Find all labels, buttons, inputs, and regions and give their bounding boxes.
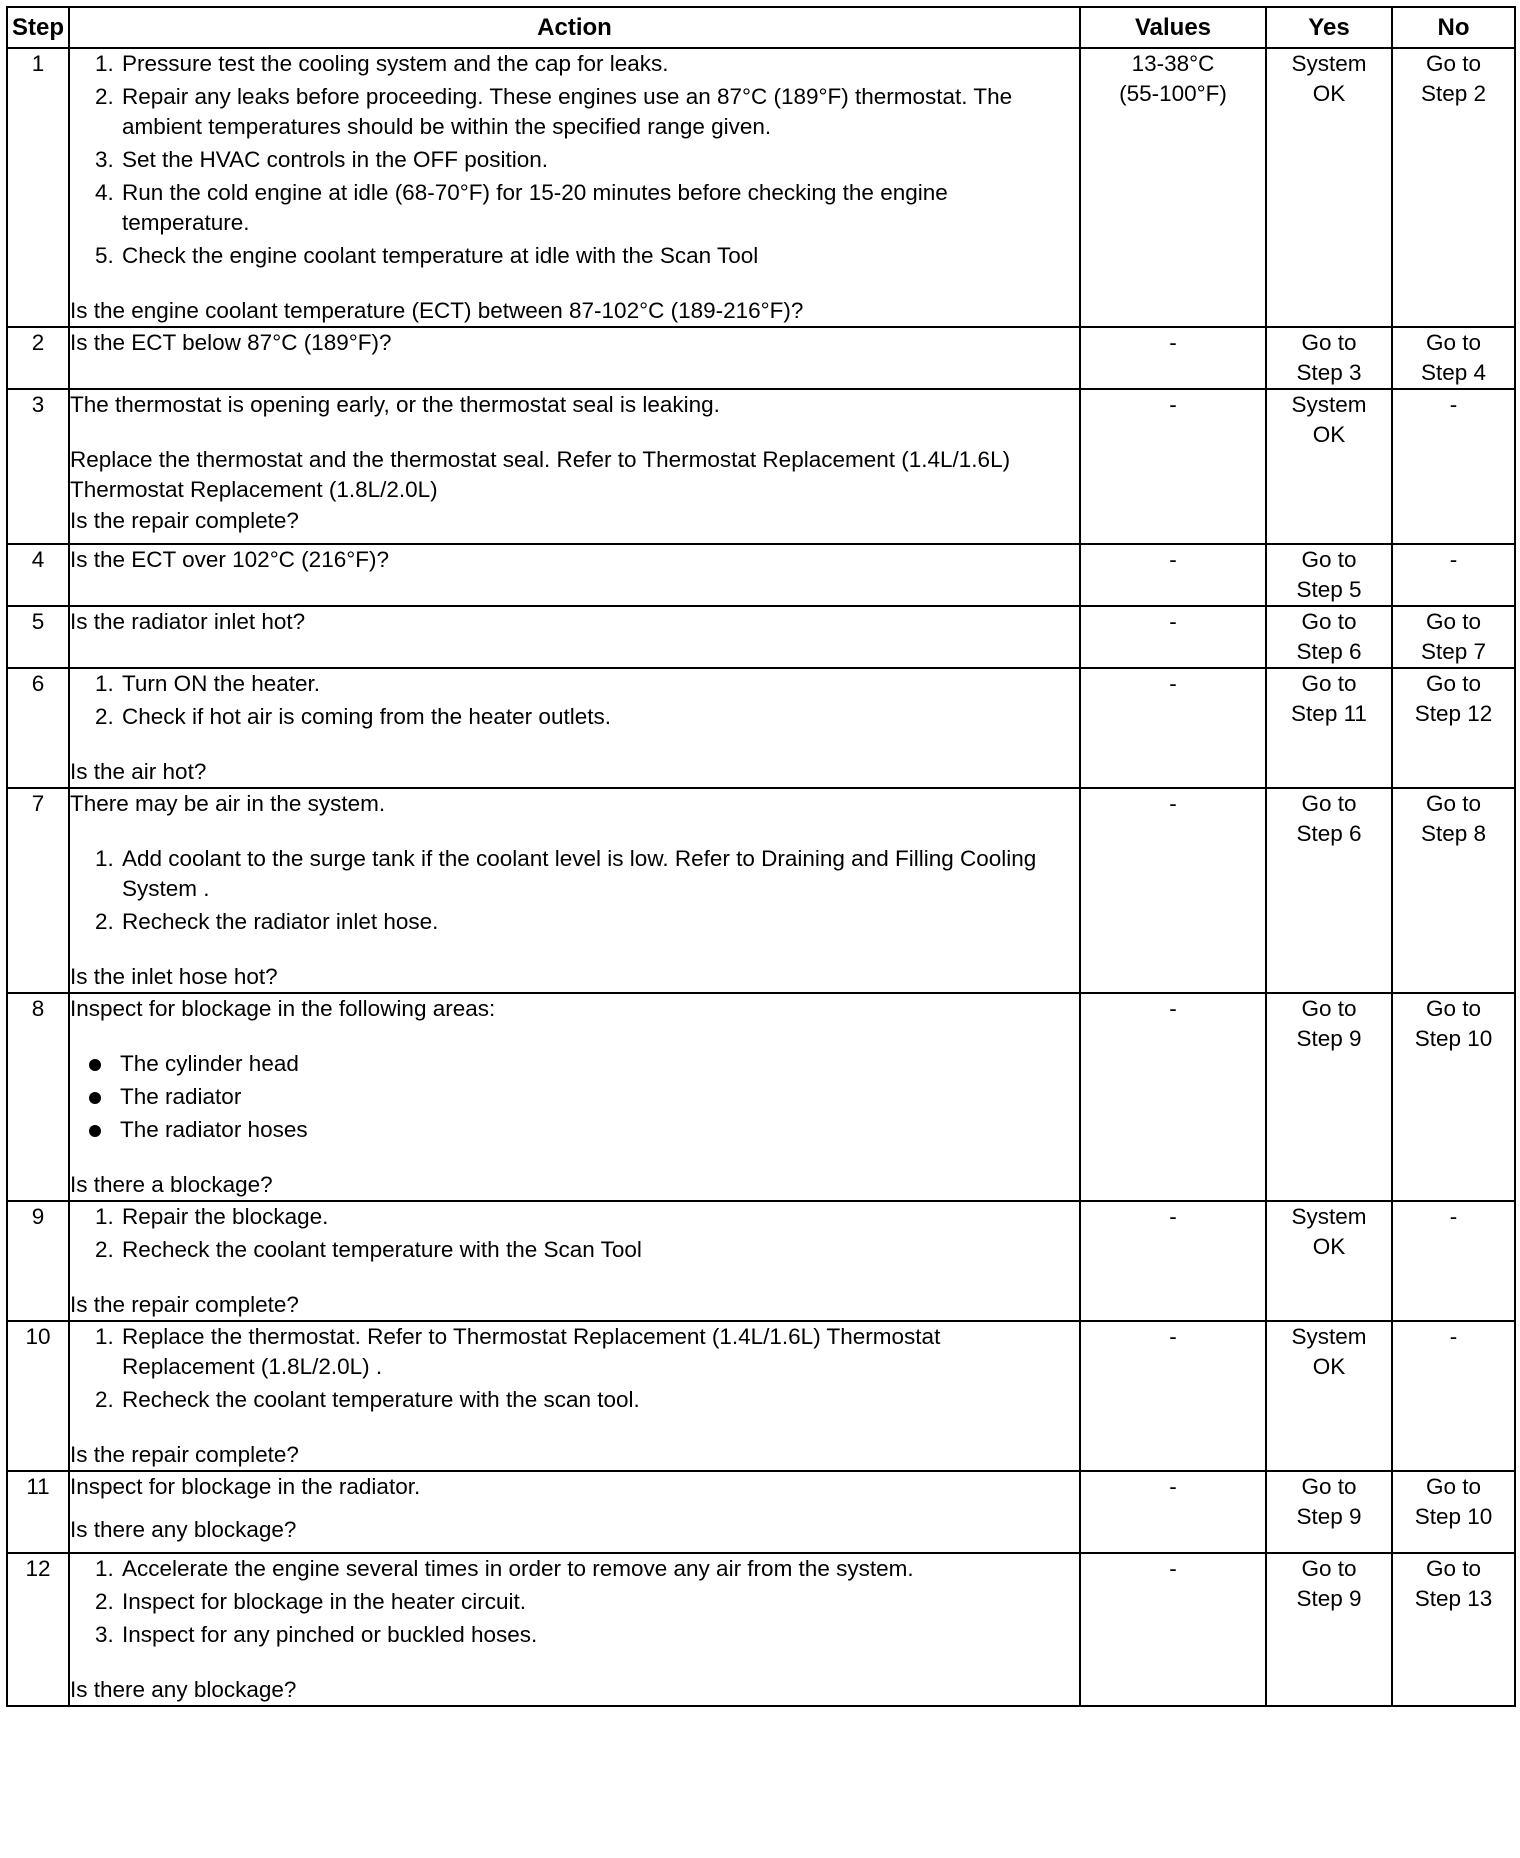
values-cell: -	[1080, 1553, 1266, 1706]
no-outcome: Go to Step 10	[1392, 993, 1515, 1201]
header-step: Step	[7, 7, 69, 48]
action-cell	[69, 668, 1080, 788]
step-number: 8	[7, 993, 69, 1201]
action-content	[70, 1322, 1079, 1470]
action-steps-list	[70, 1202, 1079, 1265]
no-outcome: -	[1392, 1201, 1515, 1321]
action-step-item: 2. Inspect for blockage in the heater circuit.	[120, 1587, 1079, 1617]
action-content	[70, 994, 1079, 1200]
yes-outcome: Go to Step 3	[1266, 327, 1392, 389]
action-step-item: 2. Check if hot air is coming from the heater outlets.	[120, 702, 1079, 732]
action-content	[70, 1202, 1079, 1320]
action-bullet-item: The cylinder head	[120, 1049, 1079, 1079]
action-steps-list	[70, 669, 1079, 732]
values-cell: -	[1080, 544, 1266, 606]
no-outcome: Go to Step 13	[1392, 1553, 1515, 1706]
values-cell: -	[1080, 1201, 1266, 1321]
table-row	[7, 327, 1515, 389]
action-content	[70, 1472, 1079, 1545]
values-cell: -	[1080, 327, 1266, 389]
yes-outcome: Go to Step 6	[1266, 606, 1392, 668]
action-cell	[69, 1321, 1080, 1471]
no-outcome: Go to Step 8	[1392, 788, 1515, 993]
diagnostic-table	[6, 6, 1516, 1707]
values-cell: -	[1080, 668, 1266, 788]
no-outcome: -	[1392, 544, 1515, 606]
yes-outcome: Go to Step 9	[1266, 993, 1392, 1201]
action-step-item: 2. Repair any leaks before proceeding. These engines use an 87°C (189°F) thermostat. The ambient temperatures should be within the specified range given.	[120, 82, 1079, 142]
values-cell: -	[1080, 389, 1266, 544]
action-step-item: 5. Check the engine coolant temperature at idle with the Scan Tool	[120, 241, 1079, 271]
yes-outcome: System OK	[1266, 48, 1392, 327]
action-step-item: 1. Accelerate the engine several times in order to remove any air from the system.	[120, 1554, 1079, 1584]
header-yes: Yes	[1266, 7, 1392, 48]
yes-outcome: Go to Step 5	[1266, 544, 1392, 606]
step-number: 2	[7, 327, 69, 389]
action-paragraph: Inspect for blockage in the following areas:	[70, 996, 496, 1021]
action-step-item: 1. Turn ON the heater.	[120, 669, 1079, 699]
yes-outcome: System OK	[1266, 389, 1392, 544]
action-paragraph: There may be air in the system.	[70, 791, 386, 816]
action-bullet-item: The radiator hoses	[120, 1115, 1079, 1145]
step-number: 11	[7, 1471, 69, 1553]
action-content	[70, 328, 1079, 380]
no-outcome: -	[1392, 389, 1515, 544]
action-step-item: 1. Add coolant to the surge tank if the coolant level is low. Refer to Draining and Filling Cooling System .	[120, 844, 1079, 904]
action-question: Is the radiator inlet hot?	[70, 609, 306, 634]
action-cell	[69, 48, 1080, 327]
header-no: No	[1392, 7, 1515, 48]
step-number: 1	[7, 48, 69, 327]
table-row	[7, 389, 1515, 544]
yes-outcome: Go to Step 11	[1266, 668, 1392, 788]
action-step-item: 2. Recheck the radiator inlet hose.	[120, 907, 1079, 937]
action-content	[70, 669, 1079, 787]
action-step-item: 4. Run the cold engine at idle (68-70°F) for 15-20 minutes before checking the engine temperature.	[120, 178, 1079, 238]
action-step-item: 1. Replace the thermostat. Refer to Thermostat Replacement (1.4L/1.6L) Thermostat Replacement (1.8L/2.0L) .	[120, 1322, 1079, 1382]
yes-outcome: Go to Step 6	[1266, 788, 1392, 993]
action-content	[70, 49, 1079, 326]
values-cell: -	[1080, 993, 1266, 1201]
action-content	[70, 1554, 1079, 1705]
action-step-item: 1. Repair the blockage.	[120, 1202, 1079, 1232]
no-outcome: Go to Step 10	[1392, 1471, 1515, 1553]
table-row	[7, 788, 1515, 993]
action-instructions	[70, 1554, 1079, 1675]
table-row	[7, 48, 1515, 327]
step-number: 4	[7, 544, 69, 606]
no-outcome: Go to Step 4	[1392, 327, 1515, 389]
action-step-item: 1. Pressure test the cooling system and the cap for leaks.	[120, 49, 1079, 79]
table-row	[7, 544, 1515, 606]
table-row	[7, 668, 1515, 788]
no-outcome: Go to Step 12	[1392, 668, 1515, 788]
action-question: Is there any blockage?	[70, 1677, 297, 1702]
action-instructions	[70, 994, 1079, 1170]
action-instructions	[70, 789, 1079, 962]
step-number: 12	[7, 1553, 69, 1706]
action-cell	[69, 1553, 1080, 1706]
action-question: Is the ECT over 102°C (216°F)?	[70, 547, 389, 572]
action-cell	[69, 544, 1080, 606]
action-paragraph: Inspect for blockage in the radiator.	[70, 1474, 421, 1499]
action-instructions	[70, 1202, 1079, 1290]
action-question: Is there any blockage?	[70, 1517, 297, 1542]
action-cell	[69, 327, 1080, 389]
yes-outcome: System OK	[1266, 1321, 1392, 1471]
table-row	[7, 1471, 1515, 1553]
action-cell	[69, 1471, 1080, 1553]
action-step-item: 3. Set the HVAC controls in the OFF position.	[120, 145, 1079, 175]
no-outcome: Go to Step 7	[1392, 606, 1515, 668]
action-instructions	[70, 1322, 1079, 1440]
step-number: 7	[7, 788, 69, 993]
action-content	[70, 545, 1079, 597]
table-row	[7, 993, 1515, 1201]
action-question: Is the engine coolant temperature (ECT) between 87-102°C (189-216°F)?	[70, 298, 804, 323]
action-step-item: 2. Recheck the coolant temperature with the scan tool.	[120, 1385, 1079, 1415]
action-steps-list	[70, 49, 1079, 271]
no-outcome: Go to Step 2	[1392, 48, 1515, 327]
action-bullet-list	[70, 1049, 1079, 1145]
action-question: Is the repair complete?	[70, 1292, 299, 1317]
action-step-item: 2. Recheck the coolant temperature with the Scan Tool	[120, 1235, 1079, 1265]
table-row	[7, 1201, 1515, 1321]
action-question: Is the repair complete?	[70, 508, 299, 533]
action-cell	[69, 389, 1080, 544]
action-cell	[69, 993, 1080, 1201]
header-values: Values	[1080, 7, 1266, 48]
step-number: 5	[7, 606, 69, 668]
values-cell: 13-38°C (55-100°F)	[1080, 48, 1266, 327]
action-question: Is the ECT below 87°C (189°F)?	[70, 330, 392, 355]
step-number: 9	[7, 1201, 69, 1321]
table-body	[7, 48, 1515, 1706]
step-number: 6	[7, 668, 69, 788]
values-cell: -	[1080, 788, 1266, 993]
action-content	[70, 607, 1079, 659]
action-instructions	[70, 49, 1079, 296]
action-content	[70, 789, 1079, 992]
table-row	[7, 1553, 1515, 1706]
step-number: 10	[7, 1321, 69, 1471]
action-cell	[69, 1201, 1080, 1321]
values-cell: -	[1080, 1471, 1266, 1553]
action-instructions	[70, 669, 1079, 757]
action-question: Is the air hot?	[70, 759, 207, 784]
action-paragraph: Replace the thermostat and the thermostat seal. Refer to Thermostat Replacement (1.4L/1.6L) Thermostat Replacement (1.8L/2.0L)	[70, 447, 1011, 502]
header-action: Action	[69, 7, 1080, 48]
yes-outcome: System OK	[1266, 1201, 1392, 1321]
action-bullet-item: The radiator	[120, 1082, 1079, 1112]
action-instructions	[70, 1472, 1079, 1502]
action-steps-list	[70, 1554, 1079, 1650]
yes-outcome: Go to Step 9	[1266, 1471, 1392, 1553]
action-steps-list	[70, 844, 1079, 937]
action-paragraph: The thermostat is opening early, or the thermostat seal is leaking.	[70, 392, 720, 417]
values-cell: -	[1080, 606, 1266, 668]
action-instructions	[70, 390, 1079, 505]
action-steps-list	[70, 1322, 1079, 1415]
step-number: 3	[7, 389, 69, 544]
action-question: Is the repair complete?	[70, 1442, 299, 1467]
action-cell	[69, 606, 1080, 668]
action-question: Is there a blockage?	[70, 1172, 273, 1197]
values-cell: -	[1080, 1321, 1266, 1471]
action-content	[70, 390, 1079, 536]
yes-outcome: Go to Step 9	[1266, 1553, 1392, 1706]
header-row	[7, 7, 1515, 48]
action-cell	[69, 788, 1080, 993]
table-row	[7, 606, 1515, 668]
table-row	[7, 1321, 1515, 1471]
no-outcome: -	[1392, 1321, 1515, 1471]
action-step-item: 3. Inspect for any pinched or buckled hoses.	[120, 1620, 1079, 1650]
action-question: Is the inlet hose hot?	[70, 964, 278, 989]
